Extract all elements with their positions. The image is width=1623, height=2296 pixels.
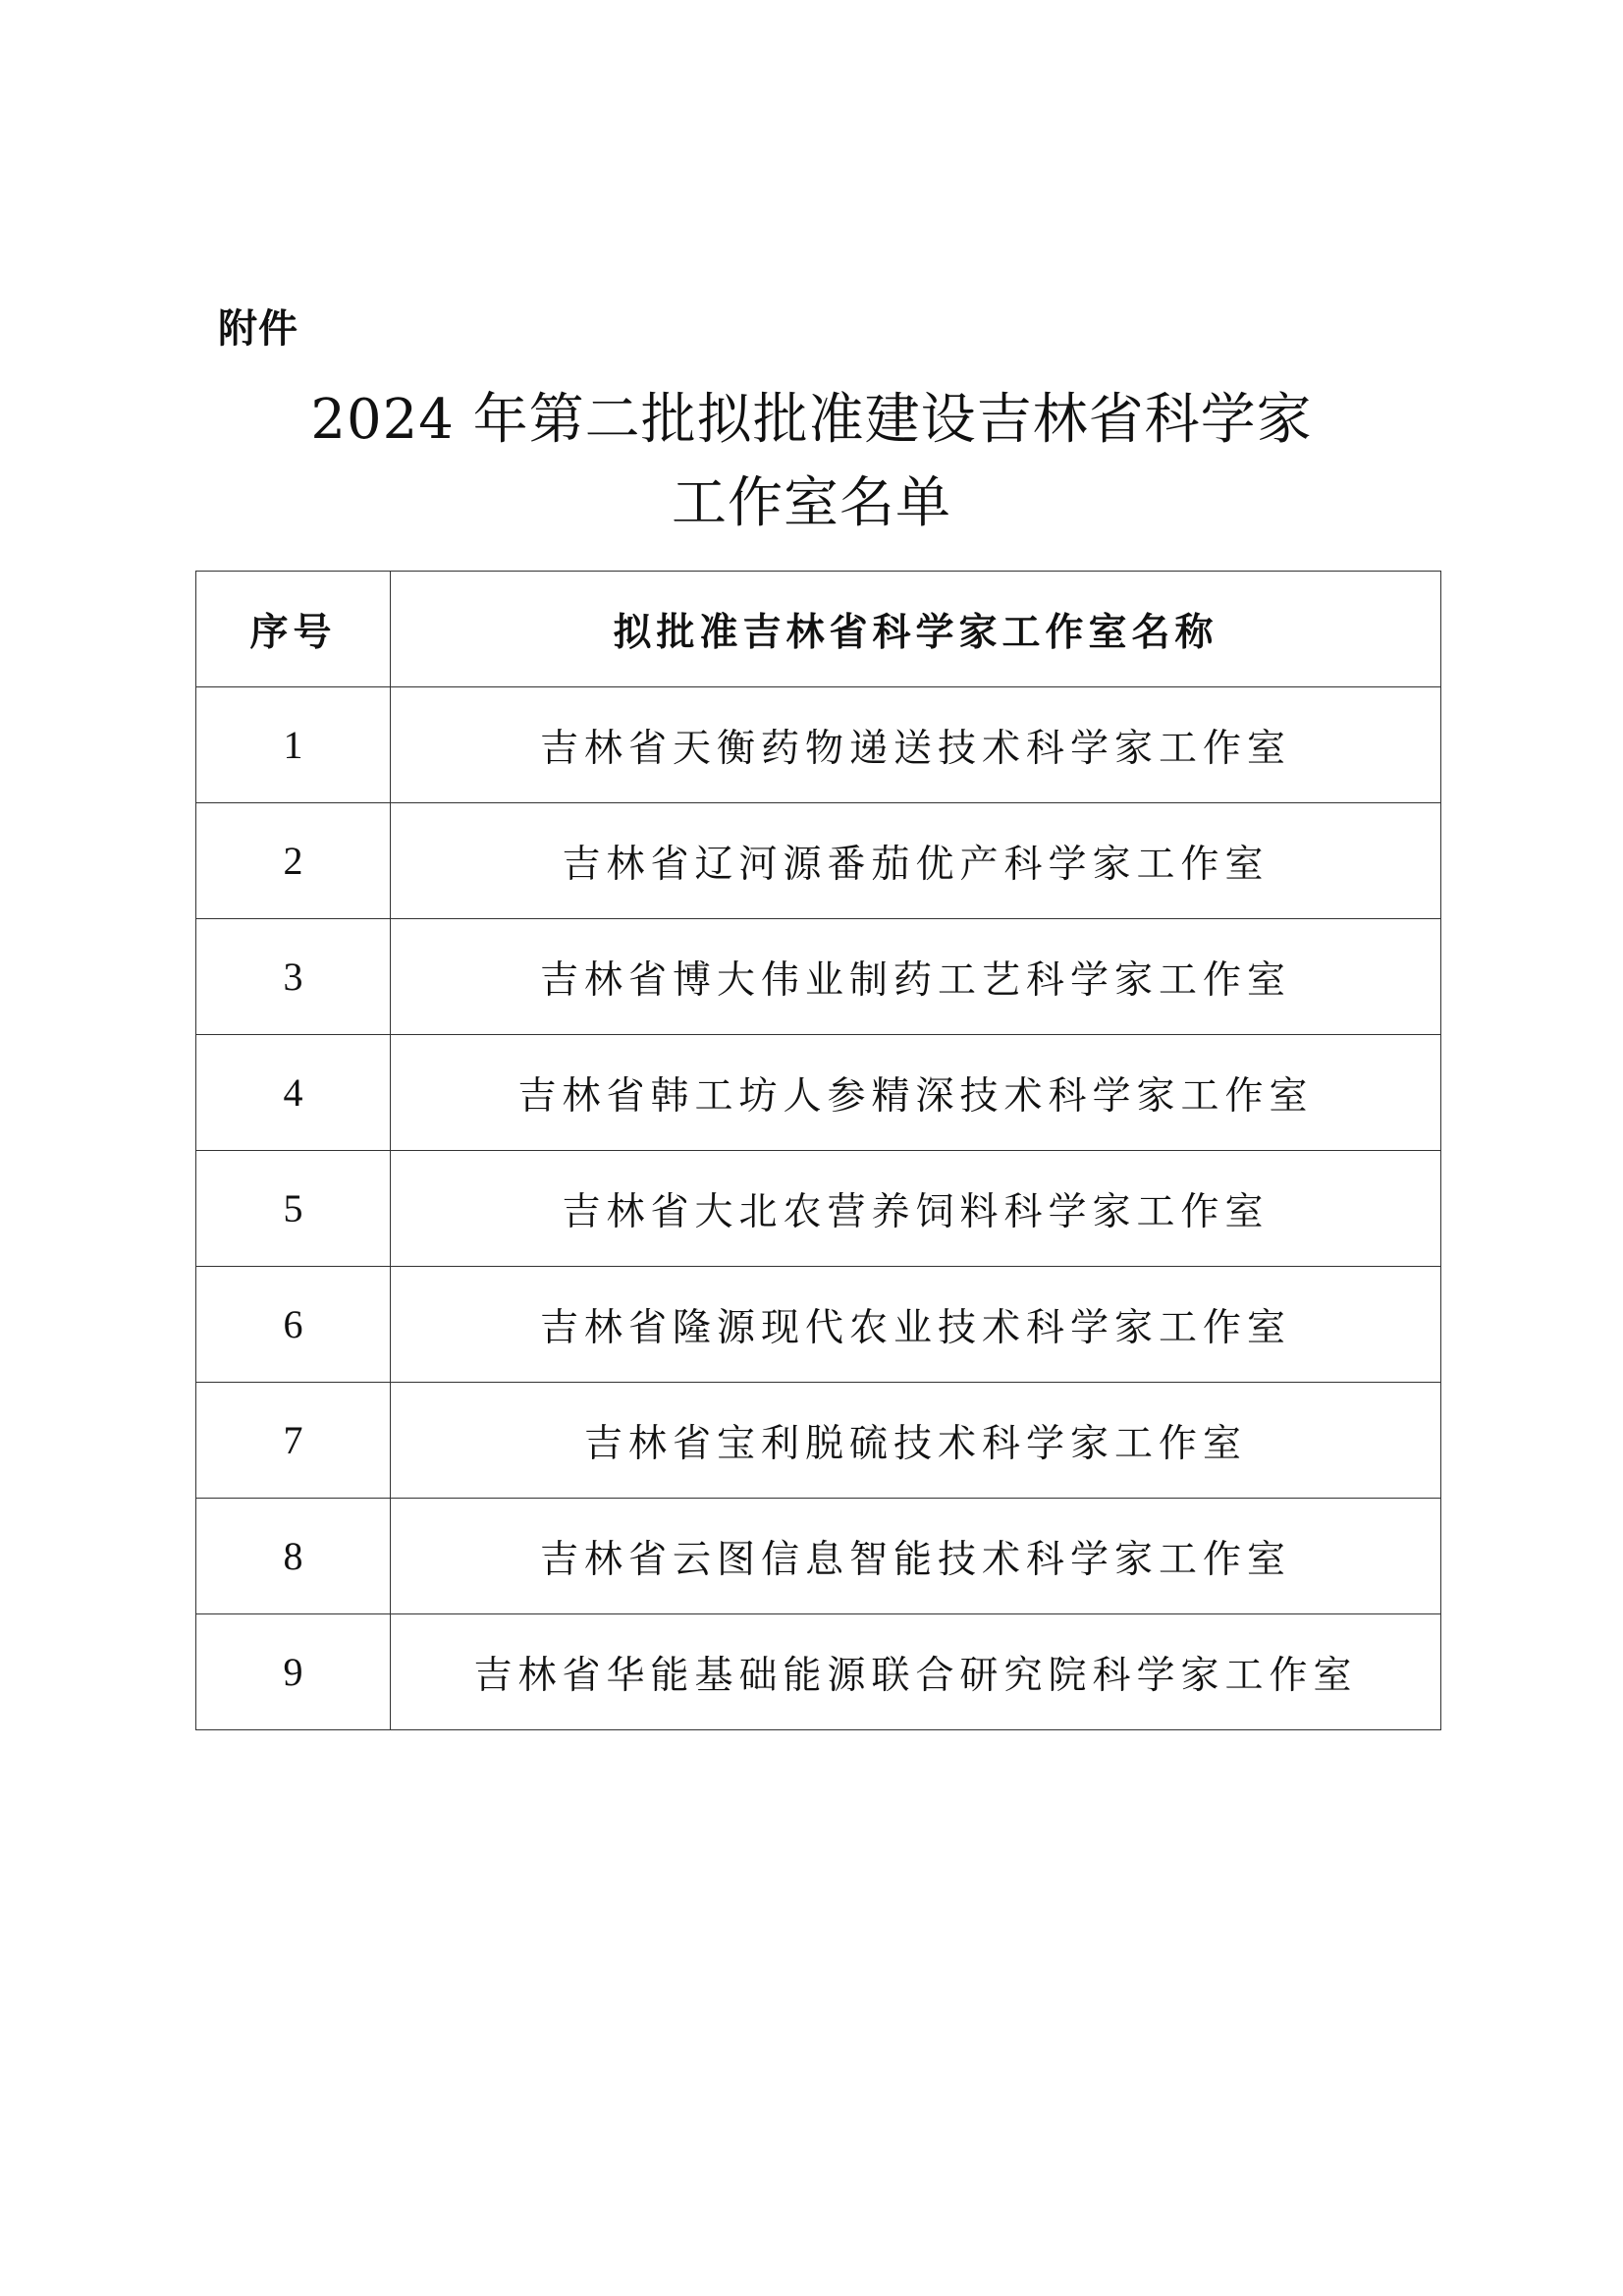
table-row	[196, 919, 1441, 1035]
row-number: 1	[196, 687, 391, 803]
row-number: 7	[196, 1383, 391, 1499]
document-title-line-2: 工作室名单	[672, 471, 951, 535]
row-number: 3	[196, 919, 391, 1035]
attachment-label: 附件	[218, 306, 298, 352]
header-number: 序号	[196, 572, 391, 687]
table-row	[196, 1499, 1441, 1614]
table-header-row	[196, 572, 1441, 687]
table-row	[196, 1614, 1441, 1730]
studio-name: 吉林省隆源现代农业技术科学家工作室	[391, 1267, 1441, 1383]
row-number: 4	[196, 1035, 391, 1151]
studio-name: 吉林省大北农营养饲料科学家工作室	[391, 1151, 1441, 1267]
studio-name: 吉林省辽河源番茄优产科学家工作室	[391, 803, 1441, 919]
table-row	[196, 1267, 1441, 1383]
studio-name: 吉林省天衡药物递送技术科学家工作室	[391, 687, 1441, 803]
table-row	[196, 687, 1441, 803]
studio-roster-table	[195, 571, 1441, 1730]
row-number: 6	[196, 1267, 391, 1383]
table-row	[196, 1151, 1441, 1267]
row-number: 2	[196, 803, 391, 919]
table-row	[196, 1383, 1441, 1499]
studio-name: 吉林省博大伟业制药工艺科学家工作室	[391, 919, 1441, 1035]
studio-name: 吉林省韩工坊人参精深技术科学家工作室	[391, 1035, 1441, 1151]
studio-name: 吉林省华能基础能源联合研究院科学家工作室	[391, 1614, 1441, 1730]
table-row	[196, 1035, 1441, 1151]
row-number: 5	[196, 1151, 391, 1267]
studio-name: 吉林省云图信息智能技术科学家工作室	[391, 1499, 1441, 1614]
studio-name: 吉林省宝利脱硫技术科学家工作室	[391, 1383, 1441, 1499]
document-title-line-1: 2024 年第二批拟批准建设吉林省科学家	[310, 388, 1313, 452]
row-number: 9	[196, 1614, 391, 1730]
header-studio-name: 拟批准吉林省科学家工作室名称	[391, 572, 1441, 687]
row-number: 8	[196, 1499, 391, 1614]
table-row	[196, 803, 1441, 919]
